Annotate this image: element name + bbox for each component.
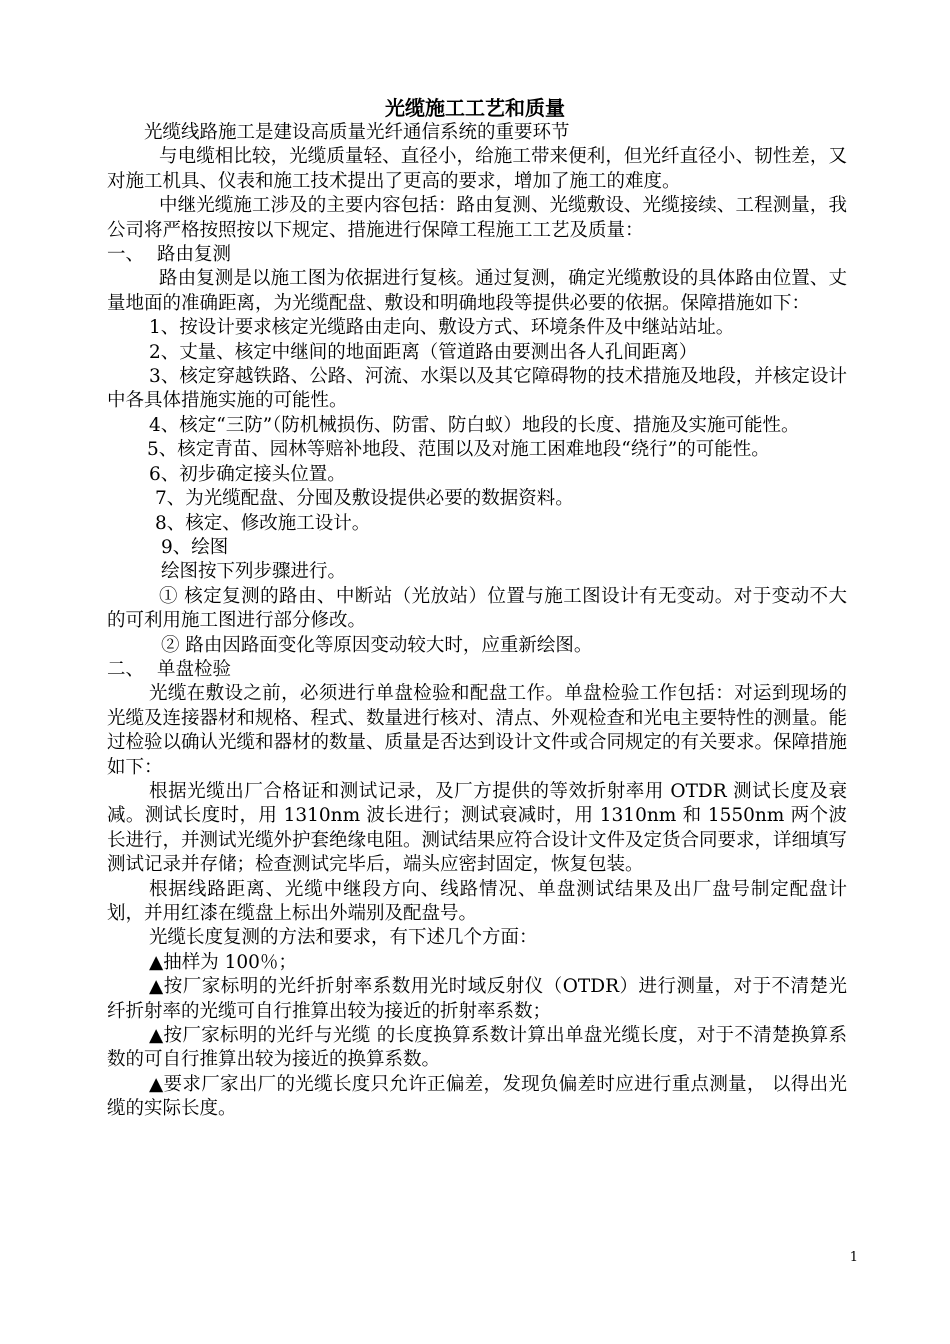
section-title: 单盘检验 (157, 658, 232, 680)
page-number: 1 (849, 1250, 858, 1265)
paragraph: 与电缆相比较，光缆质量轻、直径小，给施工带来便利，但光纤直径小、韧性差，又对施工机具、仪表和施工技术提出了更高的要求，增加了施工的难度。 (107, 146, 847, 192)
paragraph: 光缆在敷设之前，必须进行单盘检验和配盘工作。单盘检验工作包括：对运到现场的光缆及连接器材和规格、程式、数量进行核对、清点、外观检查和光电主要特性的测量。能过检验以确认光缆和器材的数量、质量是否达到设计文件或合同规定的有关要求。保障措施如下： (107, 683, 848, 778)
paragraph: 根据光缆出厂合格证和测试记录，及厂方提供的等效折射率用 OTDR 测试长度及衰减。测试长度时，用 1310nm 波长进行；测试衰减时，用 1310nm 和 1550nm 两个波长进行，并测试光缆外护套绝缘电阻。测试结果应符合设计文件及定货合同要求，详细填写测试记录并存储；检查测试完毕后，端头应密封固定，恢复包装。 (107, 780, 848, 876)
list-item: 1、按设计要求核定光缆路由走向、敷设方式、环境条件及中继站站址。 (149, 317, 735, 339)
section-title: 路由复测 (157, 244, 232, 266)
section-heading-2 (107, 658, 847, 682)
document-body (107, 121, 847, 1122)
list-item: 2、丈量、核定中继间的地面距离（管道路由要测出各人孔间距离） (149, 341, 698, 363)
list-item: 8、核定、修改施工设计。 (155, 512, 371, 534)
list-item: 5、核定青苗、园林等赔补地段、范围以及对施工困难地段“绕行”的可能性。 (147, 439, 770, 461)
section-number: 二、 (107, 658, 145, 680)
paragraph: 中继光缆施工涉及的主要内容包括：路由复测、光缆敷设、光缆接续、工程测量，我公司将严格按照按以下规定、措施进行保障工程施工工艺及质量： (107, 195, 847, 241)
list-item: ① 核定复测的路由、中断站（光放站）位置与施工图设计有无变动。对于变动不大的可利用施工图进行部分修改。 (107, 585, 847, 632)
section-number: 一、 (107, 244, 145, 266)
list-item: 7、为光缆配盘、分囤及敷设提供必要的数据资料。 (155, 488, 574, 510)
paragraph: 绘图按下列步骤进行。 (161, 561, 347, 583)
list-item: ▲按厂家标明的光纤折射率系数用光时域反射仪（OTDR）进行测量，对于不清楚光纤折射率的光缆可自行推算出较为接近的折射率系数； (107, 976, 847, 1022)
list-item: 6、初步确定接头位置。 (149, 463, 346, 485)
paragraph: 路由复测是以施工图为依据进行复核。通过复测，确定光缆敷设的具体路由位置、丈量地面的准确距离，为光缆配盘、敷设和明确地段等提供必要的依据。保障措施如下： (107, 268, 847, 314)
list-item: ▲抽样为 100％； (149, 951, 297, 973)
list-item: ② 路由因路面变化等原因变动较大时，应重新绘图。 (161, 634, 593, 656)
list-item: 4、核定“三防”（防机械损伤、防雷、防白蚁）地段的长度、措施及实施可能性。 (149, 414, 800, 436)
paragraph: 根据线路距离、光缆中继段方向、线路情况、单盘测试结果及出厂盘号制定配盘计划，并用红漆在缆盘上标出外端别及配盘号。 (107, 878, 847, 924)
paragraph: 光缆长度复测的方法和要求，有下述几个方面： (149, 927, 538, 949)
list-item: ▲要求厂家出厂的光缆长度只允许正偏差，发现负偏差时应进行重点测量， 以得出光缆的实际长度。 (107, 1073, 847, 1120)
page-title: 光缆施工工艺和质量 (385, 96, 565, 120)
section-heading-1 (107, 243, 847, 267)
paragraph: 光缆线路施工是建设高质量光纤通信系统的重要环节 (144, 122, 570, 143)
list-item: ▲按厂家标明的光纤与光缆 的长度换算系数计算出单盘光缆长度，对于不清楚换算系数的可自行推算出较为接近的换算系数。 (107, 1025, 847, 1071)
list-item: 9、绘图 (161, 536, 229, 558)
list-item: 3、核定穿越铁路、公路、河流、水渠以及其它障碍物的技术措施及地段，并核定设计中各具体措施实施的可能性。 (107, 366, 847, 412)
